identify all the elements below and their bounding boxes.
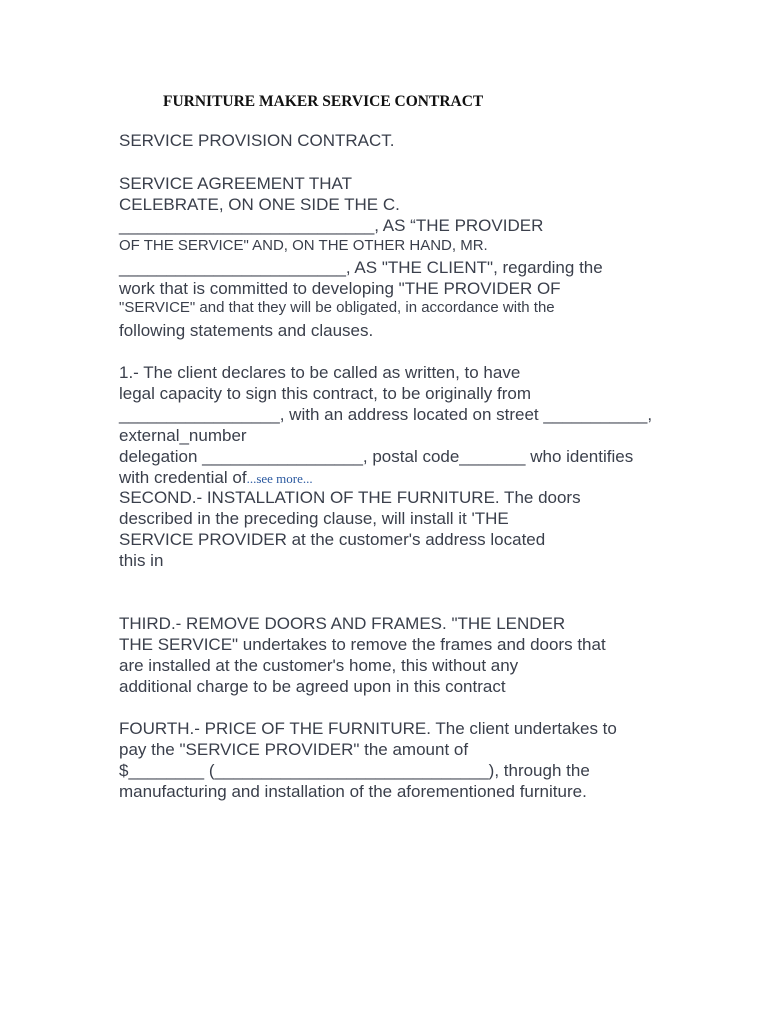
clause-3-line: THIRD.- REMOVE DOORS AND FRAMES. "THE LENDER bbox=[119, 614, 566, 633]
intro-line: SERVICE AGREEMENT THAT bbox=[119, 174, 353, 193]
intro-line: OF THE SERVICE" AND, ON THE OTHER HAND, MR. bbox=[119, 237, 488, 254]
clause-2-line: this in bbox=[119, 551, 164, 570]
see-more-link[interactable]: ...see more... bbox=[246, 471, 313, 486]
clause-4-line: FOURTH.- PRICE OF THE FURNITURE. The client undertakes to bbox=[119, 719, 617, 738]
document-title: FURNITURE MAKER SERVICE CONTRACT bbox=[163, 93, 484, 110]
contract-heading: SERVICE PROVISION CONTRACT. bbox=[119, 131, 395, 150]
clause-1-line: 1.- The client declares to be called as written, to have bbox=[119, 363, 521, 382]
clause-1-line: with credential of bbox=[119, 468, 247, 487]
clause-4-line: manufacturing and installation of the aforementioned furniture. bbox=[119, 782, 587, 801]
clause-2-line: SERVICE PROVIDER at the customer's address located bbox=[119, 530, 546, 549]
clause-3-line: THE SERVICE" undertakes to remove the frames and doors that bbox=[119, 635, 606, 654]
intro-line: "SERVICE" and that they will be obligated, in accordance with the bbox=[119, 299, 555, 316]
intro-line: ___________________________, AS “THE PROVIDER bbox=[119, 216, 544, 235]
intro-line: work that is committed to developing "THE PROVIDER OF bbox=[119, 279, 561, 298]
clause-2-line: SECOND.- INSTALLATION OF THE FURNITURE. The doors bbox=[119, 488, 581, 507]
intro-line: CELEBRATE, ON ONE SIDE THE C. bbox=[119, 195, 400, 214]
clause-3-line: additional charge to be agreed upon in this contract bbox=[119, 677, 506, 696]
intro-line: ________________________, AS "THE CLIENT", regarding the bbox=[119, 258, 603, 277]
clause-4-line: pay the "SERVICE PROVIDER" the amount of bbox=[119, 740, 469, 759]
clause-1-line: external_number bbox=[119, 426, 247, 445]
clause-1-line: delegation _________________, postal code_______ who identifies bbox=[119, 447, 634, 466]
clause-1-line: _________________, with an address located on street ___________, bbox=[119, 405, 653, 424]
clause-3-line: are installed at the customer's home, this without any bbox=[119, 656, 519, 675]
clause-1-last-line bbox=[119, 468, 313, 489]
clause-1-line: legal capacity to sign this contract, to be originally from bbox=[119, 384, 531, 403]
intro-line: following statements and clauses. bbox=[119, 321, 374, 340]
clause-4-line: $________ (_____________________________), through the bbox=[119, 761, 590, 780]
clause-2-line: described in the preceding clause, will install it 'THE bbox=[119, 509, 509, 528]
